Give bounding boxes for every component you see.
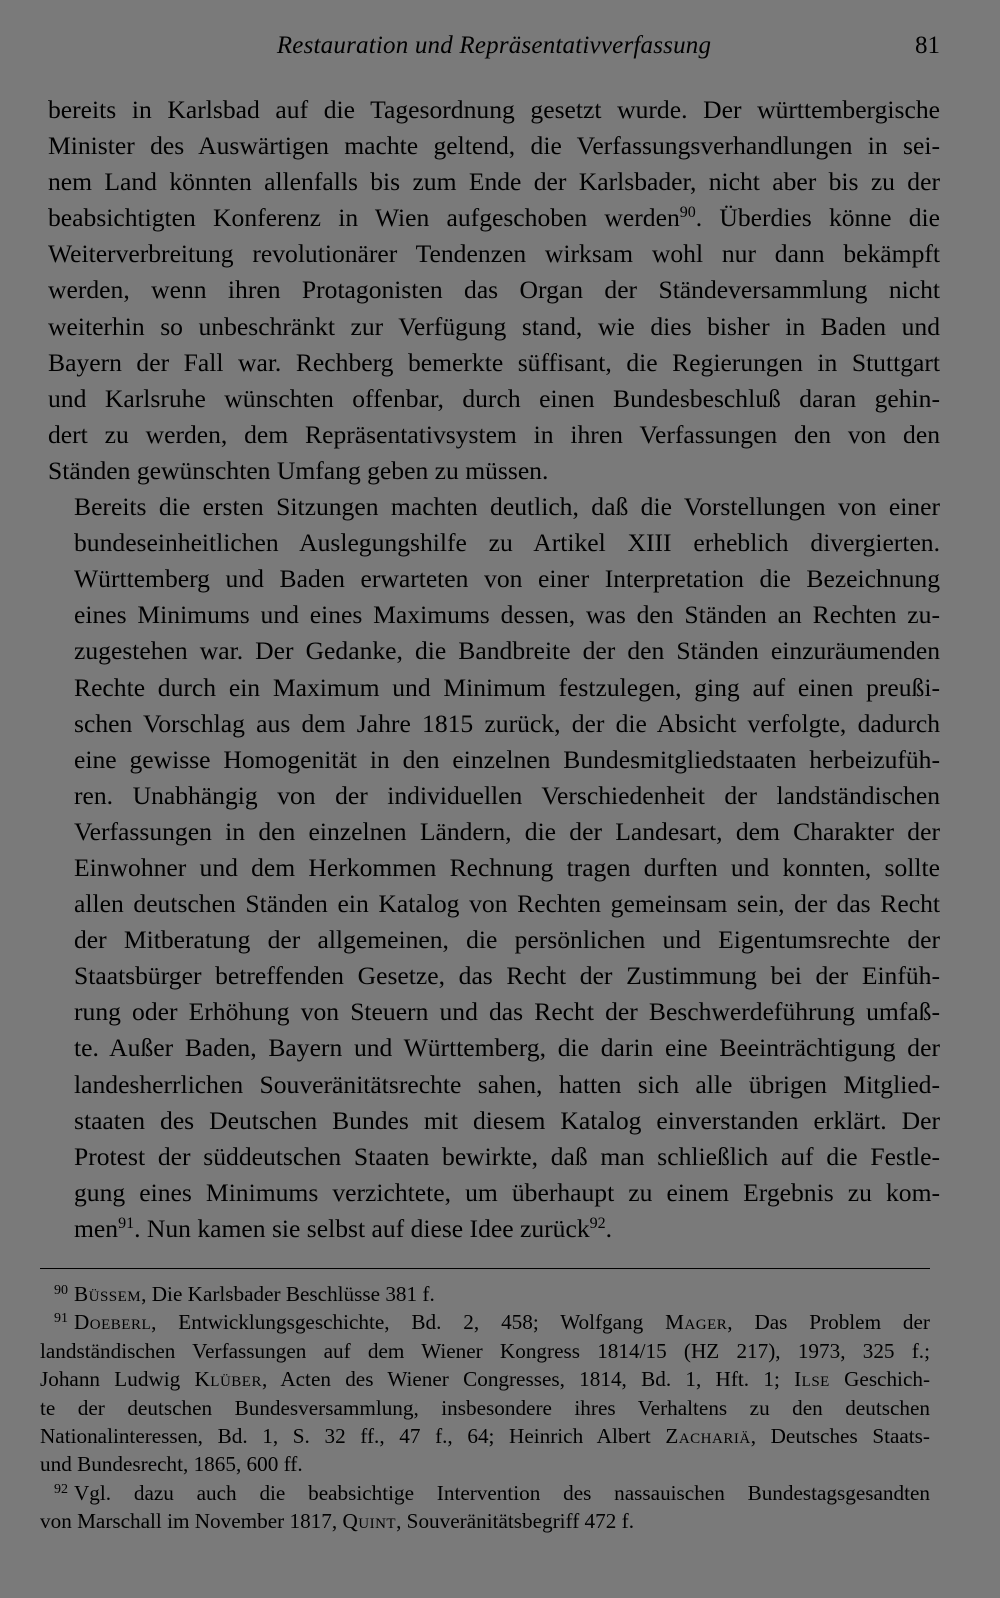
author-name: Ilse <box>794 1367 830 1392</box>
author-name: Zachariä <box>665 1424 751 1449</box>
footnote-90 <box>40 1280 930 1308</box>
text-line: bundeseinheitlichen Auslegungshilfe zu Artikel XIII erheblich divergierten. <box>74 528 940 558</box>
footnotes <box>40 1280 930 1536</box>
text-line <box>40 1308 930 1336</box>
author-name: Büssem <box>74 1282 142 1306</box>
text-line: schen Vorschlag aus dem Jahre 1815 zurück, der die Absicht verfolgte, dadurch <box>74 708 940 738</box>
text-line: staaten des Deutschen Bundes mit diesem Katalog einverstanden erklärt. Der <box>74 1105 940 1135</box>
text-segment: men <box>74 1213 119 1243</box>
text-line: gung eines Minimums verzichtete, um überhaupt zu einem Ergebnis zu kom- <box>74 1177 940 1207</box>
text-line <box>40 1280 930 1308</box>
running-title: Restauration und Repräsentativverfassung <box>276 32 712 59</box>
paragraph-1 <box>48 92 940 489</box>
footnote-91 <box>40 1308 930 1478</box>
text-line: werden, wenn ihren Protagonisten das Organ der Ständeversammlung nicht <box>48 275 940 305</box>
text-segment: Geschich- <box>829 1367 930 1392</box>
text-line: rung oder Erhöhung von Steuern und das Recht der Beschwerdeführung umfaß- <box>74 997 940 1027</box>
footnote-ref-91: 91 <box>118 1214 135 1232</box>
text-line: Minister des Auswärtigen machte geltend, die Verfassungsverhandlungen in sei- <box>48 131 940 161</box>
text-segment: , Souveränitätsbegriff 472 f. <box>396 1509 634 1534</box>
text-line <box>48 200 940 236</box>
text-line: nem Land könnten allenfalls bis zum Ende der Karlsbader, nicht aber bis zu der <box>48 167 940 197</box>
author-name: Doeberl <box>74 1310 152 1335</box>
text-segment: , Acten des Wiener Congresses, 1814, Bd. 1, Hft. 1; <box>261 1367 795 1392</box>
text-line: ren. Unabhängig von der individuellen Verschiedenheit der landständischen <box>74 780 940 810</box>
text-line: Bereits die ersten Sitzungen machten deutlich, daß die Vorstellungen von einer <box>74 492 940 522</box>
text-segment: beabsichtigten Konferenz in Wien aufgeschoben werden <box>48 203 680 233</box>
text-segment: . Überdies könne die <box>695 203 940 233</box>
text-segment: , Entwicklungsgeschichte, Bd. 2, 458; Wolfgang <box>151 1310 666 1335</box>
text-line: Bayern der Fall war. Rechberg bemerkte süffisant, die Regierungen in Stuttgart <box>48 347 940 377</box>
text-segment: , Deutsches Staats- <box>750 1424 930 1449</box>
text-line <box>40 1365 930 1393</box>
footnote-ref-92: 92 <box>589 1214 606 1232</box>
text-line: Ständen gewünschten Umfang geben zu müssen. <box>48 455 549 485</box>
author-name: Klüber <box>194 1367 262 1392</box>
footnote-ref-90: 90 <box>679 204 696 222</box>
text-line: te. Außer Baden, Bayern und Württemberg, die darin eine Beeinträchtigung der <box>74 1033 940 1063</box>
text-segment: Vgl. dazu auch die beabsichtige Intervention des nassauischen Bundestagsgesandten <box>74 1480 930 1505</box>
text-line: eine gewisse Homogenität in den einzelnen Bundesmitgliedstaaten herbeizufüh- <box>74 744 940 774</box>
text-segment: . Nun kamen sie selbst auf diese Idee zurück <box>134 1213 590 1243</box>
footnote-number: 91 <box>54 1311 68 1327</box>
text-line: der Mitberatung der allgemeinen, die persönlichen und Eigentumsrechte der <box>74 925 940 955</box>
text-line: Staatsbürger betreffenden Gesetze, das Recht der Zustimmung bei der Einfüh- <box>74 961 940 991</box>
text-line <box>48 1211 940 1247</box>
body-text <box>48 92 940 1247</box>
footnote-number: 92 <box>54 1481 68 1497</box>
author-name: Quint <box>342 1509 397 1534</box>
text-segment: , Die Karlsbader Beschlüsse 381 f. <box>141 1282 435 1306</box>
paragraph-2 <box>48 489 940 1247</box>
text-segment: von Marschall im November 1817, <box>40 1509 343 1534</box>
footnote-rule <box>40 1268 930 1269</box>
text-line: landständischen Verfassungen auf dem Wiener Kongress 1814/15 (HZ 217), 1973, 325 f.; <box>40 1338 930 1363</box>
footnote-number: 90 <box>54 1283 68 1298</box>
text-line: eines Minimums und eines Maximums dessen, was den Ständen an Rechten zu- <box>74 600 940 630</box>
text-line: weiterhin so unbeschränkt zur Verfügung stand, wie dies bisher in Baden und <box>48 311 940 341</box>
page-number: 81 <box>915 32 940 59</box>
author-name: Mager <box>665 1310 728 1335</box>
text-line: Württemberg und Baden erwarteten von einer Interpretation die Bezeichnung <box>74 564 940 594</box>
text-line: Rechte durch ein Maximum und Minimum festzulegen, ging auf einen preußi- <box>74 672 940 702</box>
footnote-92 <box>40 1479 930 1536</box>
text-line: Verfassungen in den einzelnen Ländern, die der Landesart, dem Charakter der <box>74 816 940 846</box>
text-line: dert zu werden, dem Repräsentativsystem in ihren Verfassungen den von den <box>48 419 940 449</box>
text-line: allen deutschen Ständen ein Katalog von Rechten gemeinsam sein, der das Recht <box>74 889 940 919</box>
text-line <box>40 1479 930 1507</box>
text-line: Weiterverbreitung revolutionärer Tendenzen wirksam wohl nur dann bekämpft <box>48 239 940 269</box>
text-line: und Karlsruhe wünschten offenbar, durch einen Bundesbeschluß daran gehin- <box>48 383 940 413</box>
text-line: und Bundesrecht, 1865, 600 ff. <box>40 1452 303 1477</box>
text-segment: Nationalinteressen, Bd. 1, S. 32 ff., 47 f., 64; Heinrich Albert <box>40 1424 666 1449</box>
text-segment: . <box>605 1213 613 1243</box>
text-line: Einwohner und dem Herkommen Rechnung tragen durften und konnten, sollte <box>74 852 940 882</box>
running-head <box>48 32 940 68</box>
text-line: te der deutschen Bundesversammlung, insbesondere ihres Verhaltens zu den deutschen <box>40 1395 930 1420</box>
text-line: landesherrlichen Souveränitätsrechte sahen, hatten sich alle übrigen Mitglied- <box>74 1069 940 1099</box>
text-line: zugestehen war. Der Gedanke, die Bandbreite der den Ständen einzuräumenden <box>74 636 940 666</box>
text-line <box>40 1422 930 1450</box>
text-segment: Johann Ludwig <box>40 1367 195 1392</box>
text-line: bereits in Karlsbad auf die Tagesordnung gesetzt wurde. Der württembergische <box>48 95 940 124</box>
text-segment: , Das Problem der <box>727 1310 930 1335</box>
text-line <box>40 1507 930 1535</box>
text-line: Protest der süddeutschen Staaten bewirkte, daß man schließlich auf die Festle- <box>74 1141 940 1171</box>
